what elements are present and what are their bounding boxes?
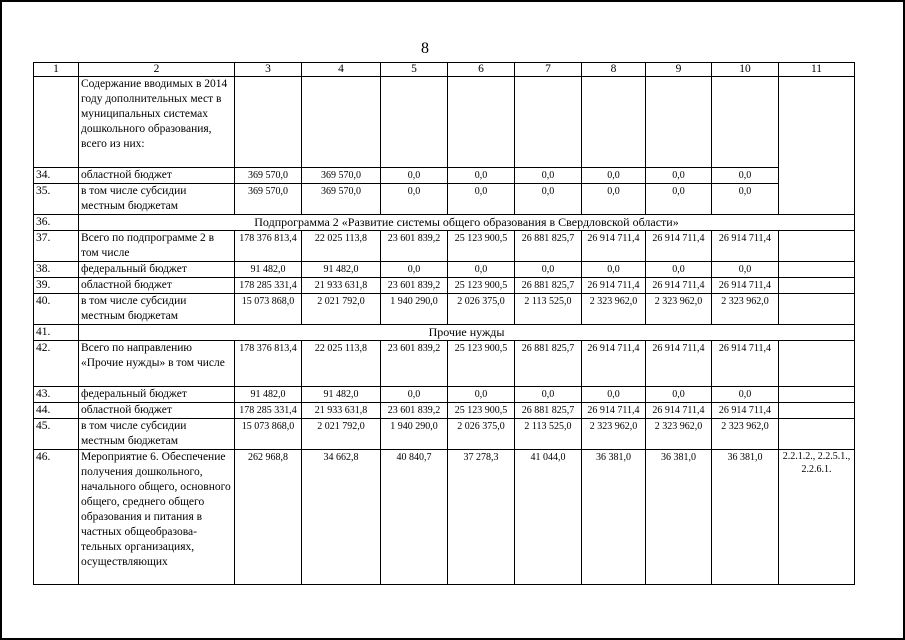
value-cell: 40 840,7 [381, 450, 448, 585]
value-cell: 2 026 375,0 [448, 294, 515, 325]
value-cell: 0,0 [646, 387, 712, 403]
code-cell [779, 294, 855, 325]
row-label: федеральный бюджет [79, 387, 235, 403]
value-cell: 26 914 711,4 [646, 278, 712, 294]
value-cell: 34 662,8 [302, 450, 381, 585]
code-cell [779, 262, 855, 278]
table-row [34, 231, 855, 262]
value-cell: 22 025 113,8 [302, 231, 381, 262]
value-cell: 0,0 [448, 262, 515, 278]
value-cell: 0,0 [381, 168, 448, 184]
value-cell [381, 77, 448, 168]
table-row [34, 450, 855, 585]
value-cell: 26 881 825,7 [515, 403, 582, 419]
column-header: 1 [34, 63, 79, 77]
value-cell: 26 914 711,4 [582, 231, 646, 262]
value-cell [646, 77, 712, 168]
row-number: 34. [34, 168, 79, 184]
value-cell: 1 940 290,0 [381, 419, 448, 450]
row-label: областной бюджет [79, 168, 235, 184]
row-number: 38. [34, 262, 79, 278]
row-number: 46. [34, 450, 79, 585]
value-cell: 0,0 [381, 262, 448, 278]
value-cell: 36 381,0 [712, 450, 779, 585]
code-cell [779, 341, 855, 387]
value-cell: 178 285 331,4 [235, 278, 302, 294]
value-cell: 0,0 [582, 184, 646, 215]
table-row [34, 387, 855, 403]
row-label: областной бюджет [79, 403, 235, 419]
column-header: 9 [646, 63, 712, 77]
value-cell: 23 601 839,2 [381, 341, 448, 387]
value-cell: 369 570,0 [302, 184, 381, 215]
value-cell: 0,0 [582, 262, 646, 278]
value-cell: 2 021 792,0 [302, 419, 381, 450]
value-cell: 178 376 813,4 [235, 341, 302, 387]
value-cell: 0,0 [448, 387, 515, 403]
code-cell [779, 278, 855, 294]
column-header: 5 [381, 63, 448, 77]
value-cell: 2 323 962,0 [646, 419, 712, 450]
row-number [34, 77, 79, 168]
column-header: 3 [235, 63, 302, 77]
value-cell [582, 77, 646, 168]
section-row [34, 325, 855, 341]
value-cell: 21 933 631,8 [302, 403, 381, 419]
column-header: 6 [448, 63, 515, 77]
section-title: Прочие нужды [79, 325, 855, 341]
value-cell: 91 482,0 [302, 262, 381, 278]
value-cell: 0,0 [582, 168, 646, 184]
code-cell [779, 77, 855, 215]
page-number: 8 [421, 40, 429, 57]
value-cell [235, 77, 302, 168]
value-cell: 21 933 631,8 [302, 278, 381, 294]
row-label: в том числе субсидии местным бюджетам [79, 294, 235, 325]
value-cell: 23 601 839,2 [381, 403, 448, 419]
column-header: 7 [515, 63, 582, 77]
value-cell: 262 968,8 [235, 450, 302, 585]
value-cell: 0,0 [712, 387, 779, 403]
row-label: Мероприятие 6. Обеспечение получения дошкольного, начального общего, основного общего, среднего общего образования и питания в частных общеобразова-тельных организациях, осуществляющих [79, 450, 235, 585]
value-cell: 0,0 [515, 168, 582, 184]
code-cell [779, 387, 855, 403]
value-cell: 1 940 290,0 [381, 294, 448, 325]
value-cell: 91 482,0 [235, 262, 302, 278]
code-cell [779, 419, 855, 450]
value-cell: 23 601 839,2 [381, 278, 448, 294]
value-cell: 2 323 962,0 [712, 294, 779, 325]
table-row [34, 403, 855, 419]
value-cell: 26 914 711,4 [646, 231, 712, 262]
value-cell: 369 570,0 [302, 168, 381, 184]
value-cell: 0,0 [515, 387, 582, 403]
column-header: 4 [302, 63, 381, 77]
value-cell: 2 113 525,0 [515, 419, 582, 450]
column-header: 2 [79, 63, 235, 77]
value-cell: 26 914 711,4 [646, 341, 712, 387]
row-number: 35. [34, 184, 79, 215]
value-cell: 369 570,0 [235, 184, 302, 215]
value-cell: 26 881 825,7 [515, 341, 582, 387]
column-header: 10 [712, 63, 779, 77]
value-cell [515, 77, 582, 168]
row-label: Всего по направлению «Прочие нужды» в том числе [79, 341, 235, 387]
table-row [34, 341, 855, 387]
code-cell [779, 403, 855, 419]
value-cell: 2 323 962,0 [582, 419, 646, 450]
value-cell: 26 881 825,7 [515, 231, 582, 262]
row-label: в том числе субсидии местным бюджетам [79, 419, 235, 450]
value-cell: 0,0 [515, 184, 582, 215]
row-number: 44. [34, 403, 79, 419]
table-row [34, 77, 855, 168]
row-number: 39. [34, 278, 79, 294]
budget-table [33, 62, 855, 585]
value-cell: 0,0 [448, 184, 515, 215]
section-row [34, 215, 855, 231]
table-row [34, 184, 855, 215]
value-cell: 0,0 [712, 168, 779, 184]
row-number: 43. [34, 387, 79, 403]
row-number: 42. [34, 341, 79, 387]
code-cell: 2.2.1.2., 2.2.5.1., 2.2.6.1. [779, 450, 855, 585]
value-cell: 0,0 [381, 184, 448, 215]
value-cell: 26 881 825,7 [515, 278, 582, 294]
table-row [34, 419, 855, 450]
value-cell: 0,0 [381, 387, 448, 403]
value-cell: 26 914 711,4 [712, 231, 779, 262]
value-cell: 178 285 331,4 [235, 403, 302, 419]
value-cell: 91 482,0 [235, 387, 302, 403]
table-row [34, 278, 855, 294]
row-number: 37. [34, 231, 79, 262]
value-cell: 91 482,0 [302, 387, 381, 403]
table-row [34, 262, 855, 278]
value-cell: 23 601 839,2 [381, 231, 448, 262]
value-cell: 15 073 868,0 [235, 294, 302, 325]
value-cell: 26 914 711,4 [582, 403, 646, 419]
value-cell: 369 570,0 [235, 168, 302, 184]
value-cell: 25 123 900,5 [448, 341, 515, 387]
value-cell: 26 914 711,4 [646, 403, 712, 419]
value-cell: 2 026 375,0 [448, 419, 515, 450]
row-number: 36. [34, 215, 79, 231]
table-header-row [34, 63, 855, 77]
column-header: 8 [582, 63, 646, 77]
value-cell: 26 914 711,4 [582, 278, 646, 294]
table-row [34, 294, 855, 325]
value-cell: 0,0 [515, 262, 582, 278]
table-row [34, 168, 855, 184]
row-number: 40. [34, 294, 79, 325]
value-cell: 26 914 711,4 [712, 341, 779, 387]
value-cell: 2 323 962,0 [712, 419, 779, 450]
value-cell: 25 123 900,5 [448, 403, 515, 419]
value-cell: 25 123 900,5 [448, 231, 515, 262]
value-cell: 37 278,3 [448, 450, 515, 585]
value-cell: 22 025 113,8 [302, 341, 381, 387]
value-cell [712, 77, 779, 168]
value-cell: 26 914 711,4 [712, 403, 779, 419]
value-cell: 0,0 [448, 168, 515, 184]
row-number: 41. [34, 325, 79, 341]
value-cell: 178 376 813,4 [235, 231, 302, 262]
row-label: в том числе субсидии местным бюджетам [79, 184, 235, 215]
value-cell: 0,0 [646, 168, 712, 184]
value-cell: 0,0 [582, 387, 646, 403]
value-cell: 0,0 [646, 262, 712, 278]
section-title: Подпрограмма 2 «Развитие системы общего образования в Свердловской области» [79, 215, 855, 231]
value-cell: 0,0 [712, 184, 779, 215]
row-number: 45. [34, 419, 79, 450]
value-cell [302, 77, 381, 168]
value-cell: 2 323 962,0 [646, 294, 712, 325]
value-cell: 36 381,0 [646, 450, 712, 585]
row-label: Всего по подпрограмме 2 в том числе [79, 231, 235, 262]
column-header: 11 [779, 63, 855, 77]
row-label: областной бюджет [79, 278, 235, 294]
value-cell: 41 044,0 [515, 450, 582, 585]
value-cell: 2 113 525,0 [515, 294, 582, 325]
value-cell: 15 073 868,0 [235, 419, 302, 450]
code-cell [779, 231, 855, 262]
value-cell: 2 323 962,0 [582, 294, 646, 325]
value-cell: 26 914 711,4 [582, 341, 646, 387]
value-cell: 25 123 900,5 [448, 278, 515, 294]
value-cell: 2 021 792,0 [302, 294, 381, 325]
value-cell: 0,0 [712, 262, 779, 278]
value-cell: 0,0 [646, 184, 712, 215]
value-cell [448, 77, 515, 168]
row-label: федеральный бюджет [79, 262, 235, 278]
row-label: Содержание вводимых в 2014 году дополнительных мест в муниципальных системах дошкольного образования, всего из них: [79, 77, 235, 168]
value-cell: 36 381,0 [582, 450, 646, 585]
value-cell: 26 914 711,4 [712, 278, 779, 294]
